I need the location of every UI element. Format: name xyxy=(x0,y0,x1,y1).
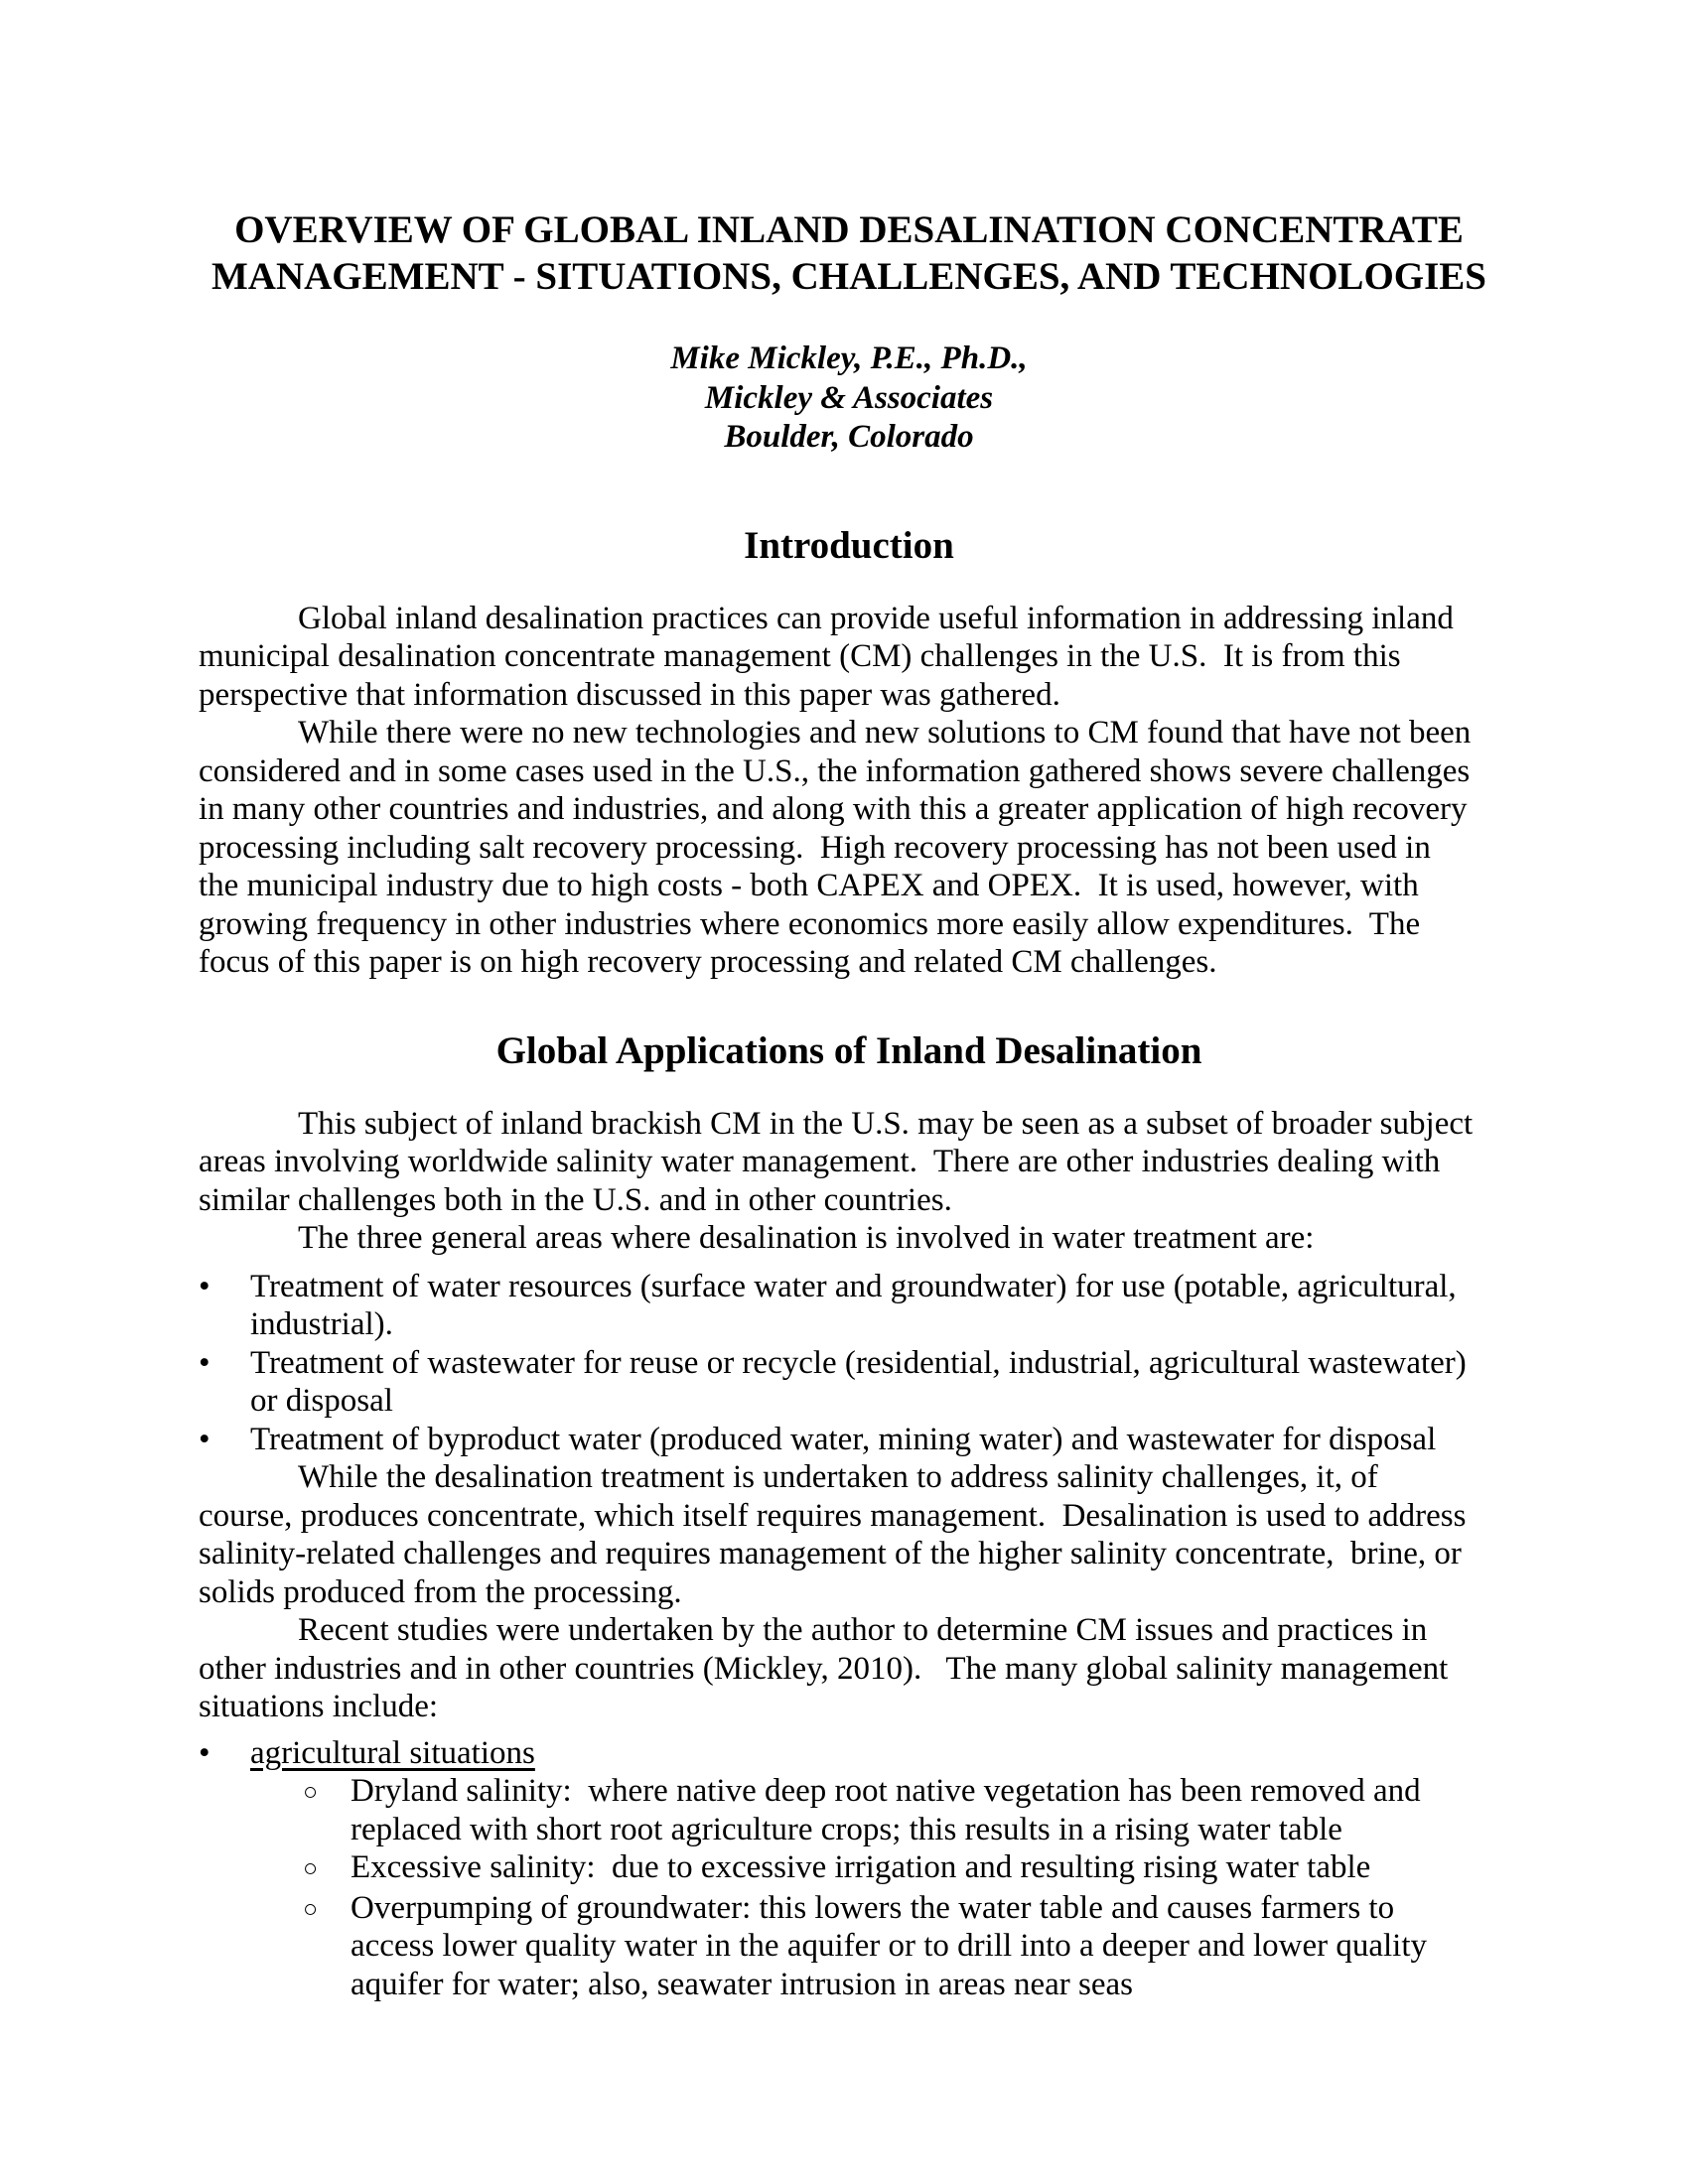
author-affiliation: Mickley & Associates xyxy=(704,379,994,416)
paragraph-global-1 xyxy=(199,1105,1499,1258)
paragraph-line: focus of this paper is on high recovery processing and related CM challenges. xyxy=(199,944,1217,980)
page-content xyxy=(199,0,1499,2003)
paragraph-line: salinity-related challenges and requires management of the higher salinity concentrate, brine, or xyxy=(199,1536,1462,1571)
paragraph-line: perspective that information discussed in this paper was gathered. xyxy=(199,676,1060,713)
paragraph-line: the municipal industry due to high costs - both CAPEX and OPEX. It is used, however, with xyxy=(199,868,1419,903)
author-name: Mike Mickley, P.E., Ph.D., xyxy=(670,341,1028,376)
sub-list-item-line: Dryland salinity: where native deep root native vegetation has been removed and xyxy=(351,1773,1421,1809)
section-heading-global-applications: Global Applications of Inland Desalination xyxy=(495,1028,1202,1072)
circle-bullet-icon: ○ xyxy=(303,1779,319,1806)
list-item xyxy=(199,1421,1499,1459)
list-item-line: industrial). xyxy=(250,1306,393,1342)
list-item-line: Treatment of water resources (surface water and groundwater) for use (potable, agricultural, xyxy=(250,1268,1457,1304)
section-heading-introduction: Introduction xyxy=(744,523,954,567)
paragraph-line: considered and in some cases used in the U.S., the information gathered shows severe challenges xyxy=(199,752,1471,789)
paragraph-line: situations include: xyxy=(199,1689,439,1724)
list-item-text xyxy=(250,1268,1499,1344)
sub-list-item-line: aquifer for water; also, seawater intrusion in areas near seas xyxy=(351,1966,1133,2002)
author-location: Boulder, Colorado xyxy=(724,419,974,455)
circle-bullet-icon: ○ xyxy=(303,1895,319,1923)
paragraph-line: course, produces concentrate, which itself requires management. Desalination is used to address xyxy=(199,1497,1467,1534)
paper-title-line: MANAGEMENT - SITUATIONS, CHALLENGES, AND TECHNOLOGIES xyxy=(211,255,1486,298)
list-item-text xyxy=(250,1421,1499,1459)
underlined-label: agricultural situations xyxy=(250,1734,535,1771)
paragraph-line: While the desalination treatment is undertaken to address salinity challenges, it, of xyxy=(298,1459,1378,1495)
bullet-icon: • xyxy=(199,1344,211,1381)
paragraph-line: in many other countries and industries, and along with this a greater application of high recovery xyxy=(199,791,1468,827)
paragraph-intro-1 xyxy=(199,600,1499,715)
paragraph-line: Recent studies were undertaken by the author to determine CM issues and practices in xyxy=(298,1612,1428,1648)
list-item-line: Treatment of byproduct water (produced water, mining water) and wastewater for disposal xyxy=(250,1421,1437,1457)
sub-list-item-line: replaced with short root agriculture crops; this results in a rising water table xyxy=(351,1811,1342,1847)
salinity-situations-list xyxy=(199,1734,1499,2004)
paragraph-line: municipal desalination concentrate management (CM) challenges in the U.S. It is from this xyxy=(199,638,1401,674)
treatment-areas-list xyxy=(199,1268,1499,1459)
sub-list-item xyxy=(303,1772,1499,1848)
sub-list-item-line: Overpumping of groundwater: this lowers the water table and causes farmers to xyxy=(351,1889,1395,1926)
sub-list-item xyxy=(303,1848,1499,1889)
paragraph-line: solids produced from the processing. xyxy=(199,1573,682,1610)
paragraph-line: similar challenges both in the U.S. and in other countries. xyxy=(199,1181,952,1218)
list-item-line: Treatment of wastewater for reuse or recycle (residential, industrial, agricultural wastewater) xyxy=(250,1344,1467,1381)
list-item-line xyxy=(250,1734,1499,1773)
paper-title xyxy=(199,206,1499,300)
paragraph-intro-2 xyxy=(199,714,1499,982)
sub-list-item-text xyxy=(351,1889,1427,2004)
paragraph-line: While there were no new technologies and new solutions to CM found that have not been xyxy=(298,715,1472,751)
paragraph-global-3 xyxy=(199,1611,1499,1726)
paper-title-line: OVERVIEW OF GLOBAL INLAND DESALINATION CONCENTRATE xyxy=(234,208,1464,251)
paragraph-line: Global inland desalination practices can provide useful information in addressing inland xyxy=(298,600,1454,636)
paragraph-line: growing frequency in other industries where economics more easily allow expenditures. The xyxy=(199,905,1421,942)
paragraph-line: other industries and in other countries (Mickley, 2010). The many global salinity management xyxy=(199,1650,1449,1687)
paragraph-line: This subject of inland brackish CM in the U.S. may be seen as a subset of broader subject xyxy=(298,1105,1474,1142)
list-item xyxy=(199,1344,1499,1421)
sub-list-item-line: access lower quality water in the aquifer or to drill into a deeper and lower quality xyxy=(351,1928,1428,1964)
list-item-text xyxy=(250,1734,1499,1773)
paragraph-global-2 xyxy=(199,1458,1499,1611)
list-item-text xyxy=(250,1344,1499,1421)
list-item-agricultural-situations xyxy=(199,1734,1499,1773)
sub-list-item-line: Excessive salinity: due to excessive irrigation and resulting rising water table xyxy=(351,1849,1371,1885)
author-block xyxy=(199,340,1499,458)
circle-bullet-icon: ○ xyxy=(303,1855,319,1882)
paragraph-line: areas involving worldwide salinity water management. There are other industries dealing with xyxy=(199,1144,1441,1179)
list-item xyxy=(199,1268,1499,1344)
sub-list-item-text xyxy=(351,1772,1421,1848)
paragraph-line: The three general areas where desalination is involved in water treatment are: xyxy=(298,1220,1315,1256)
bullet-icon: • xyxy=(199,1268,211,1304)
bullet-icon: • xyxy=(199,1421,211,1457)
sub-list-item-text xyxy=(351,1848,1370,1889)
bullet-icon: • xyxy=(199,1734,211,1771)
paragraph-line: processing including salt recovery processing. High recovery processing has not been used in xyxy=(199,829,1431,866)
sub-list-item xyxy=(303,1889,1499,2004)
list-item-line: or disposal xyxy=(250,1383,393,1419)
